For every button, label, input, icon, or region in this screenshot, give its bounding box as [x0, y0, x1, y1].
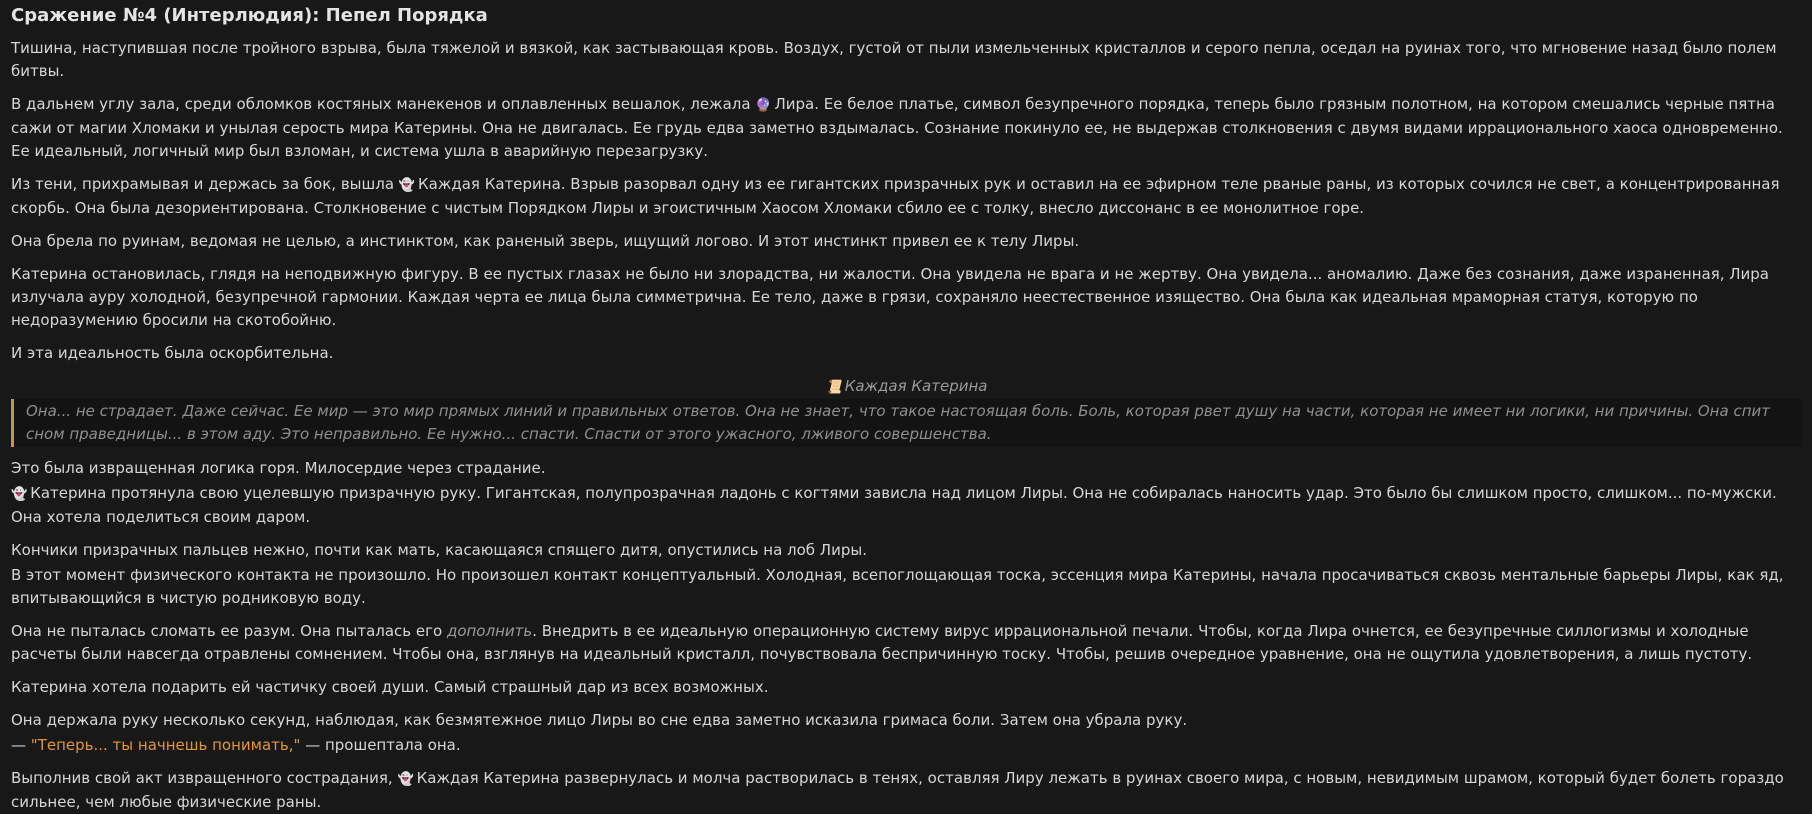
paragraph-8-text: Катерина протянула свою уцелевшую призрачную руку. Гигантская, полупрозрачная ладонь с когтями зависла над лицом Лиры. Она не собиралась наносить удар. Это было бы слишком просто, слишком... по-мужски. Она хотела поделиться своим даром. — [11, 484, 1777, 526]
paragraph-1: Тишина, наступившая после тройного взрыва, была тяжелой и вязкой, как застывающая кровь. Воздух, густой от пыли измельченных кристаллов и серого пепла, оседал на руинах того, что мгновение назад было полем битвы. — [11, 39, 1777, 80]
page-title: Сражение №4 (Интерлюдия): Пепел Порядка — [11, 5, 488, 26]
ghost-icon: 👻 — [398, 178, 415, 193]
paragraph-15-text-a: Выполнив свой акт извращенного сострадания, — [11, 769, 398, 787]
paragraph-2 — [11, 93, 1802, 163]
paragraph-15 — [11, 767, 1802, 814]
paragraph-11-text-b: . Внедрить в ее идеальную операционную систему вирус иррациональной печали. Чтобы, когда Лира очнется, ее безупречные силлогизмы и холодные расчеты были навсегда отравлены сомнением. Чтобы она, взглянув на идеальный кристалл, почувствовала беспричинную тоску. Чтобы, решив очередное уравнение, она не ощутила удовлетворения, а лишь пустоту. — [11, 622, 1753, 663]
paragraph-12: Катерина хотела подарить ей частичку своей души. Самый страшный дар из всех возможных. — [11, 678, 769, 696]
ghost-icon: 👻 — [397, 772, 414, 787]
paragraph-10: В этот момент физического контакта не произошло. Но произошел контакт концептуальный. Холодная, всепоглощающая тоска, эссенция мира Катерины, начала просачиваться сквозь ментальные барьеры Лиры, как яд, впитывающийся в чистую родниковую воду. — [11, 566, 1784, 607]
paragraph-2-text-a: В дальнем углу зала, среди обломков костяных манекенов и оплавленных вешалок, лежала — [11, 95, 756, 113]
paragraph-7: Это была извращенная логика горя. Милосердие через страдание. — [11, 459, 546, 477]
dialogue-quote: "Теперь... ты начнешь понимать," — [30, 736, 301, 754]
paragraph-13: Она держала руку несколько секунд, наблюдая, как безмятежное лицо Лиры во сне едва заметно исказила гримаса боли. Затем она убрала руку. — [11, 711, 1188, 729]
paragraph-9: Кончики призрачных пальцев нежно, почти как мать, касающаяся спящего дитя, опустились на лоб Лиры. — [11, 541, 867, 559]
thought-quote: Она... не страдает. Даже сейчас. Ее мир — это мир прямых линий и правильных ответов. Она не знает, что такое настоящая боль. Боль, которая рвет душу на части, которая не имеет ни логики, ни причины. Она спит сном праведницы... в этом аду. Это неправильно. Ее нужно... спасти. Спасти от этого ужасного, лживого совершенства. — [11, 399, 1802, 447]
dialogue-tail: — прошептала она. — [300, 736, 461, 754]
crystal-ball-icon: 🔮 — [755, 98, 772, 113]
paragraph-3-text-b: Каждая Катерина. Взрыв разорвал одну из ее гигантских призрачных рук и оставил на ее эфирном теле рваные раны, из которых сочился не свет, а концентрированная скорбь. Она была дезориентирована. Столкновение с чистым Порядком Лиры и эгоистичным Хаосом Хломаки сбило ее с толку, внесло диссонанс в ее монолитное горе. — [11, 175, 1780, 217]
speaker-name: Каждая Катерина — [844, 377, 988, 395]
dialogue-dash: — — [11, 736, 31, 754]
ghost-icon: 👻 — [11, 487, 28, 502]
paragraph-3-text-a: Из тени, прихрамывая и держась за бок, вышла — [11, 175, 399, 193]
paragraph-2-text-b: Лира. Ее белое платье, символ безупречного порядка, теперь было грязным полотном, на котором смешались черные пятна сажи от магии Хломаки и унылая серость мира Катерины. Она не двигалась. Ее грудь едва заметно вздымалась. Сознание покинуло ее, не выдержав столкновения с двумя видами иррационального хаоса одновременно. Ее идеальный, логичный мир был взломан, и система ушла в аварийную перезагрузку. — [11, 95, 1783, 160]
paragraph-6: И эта идеальность была оскорбительна. — [11, 344, 334, 362]
paragraph-11 — [11, 620, 1802, 666]
paragraph-15-text-b: Каждая Катерина развернулась и молча растворилась в тенях, оставляя Лиру лежать в руинах своего мира, с новым, невидимым шрамом, который будет болеть гораздо сильнее, чем любые физические раны. — [11, 769, 1784, 811]
scroll-icon: 📜 — [825, 380, 842, 395]
paragraph-14 — [11, 734, 1802, 757]
speaker-label — [11, 375, 1802, 399]
emphasized-word: дополнить — [446, 622, 533, 640]
paragraph-5: Катерина остановилась, глядя на неподвижную фигуру. В ее пустых глазах не было ни злорадства, ни жалости. Она увидела не врага и не жертву. Она увидела... аномалию. Даже без сознания, даже израненная, Лира излучала ауру холодной, безупречной гармонии. Каждая черта ее лица была симметрична. Ее тело, даже в грязи, сохраняло неестественное изящество. Она была как идеальная мраморная статуя, которую по недоразумению бросили на скотобойню. — [11, 265, 1769, 329]
paragraph-11-text-a: Она не пыталась сломать ее разум. Она пыталась его — [11, 622, 447, 640]
paragraph-8 — [11, 482, 1802, 529]
paragraph-3 — [11, 173, 1802, 220]
paragraph-4: Она брела по руинам, ведомая не целью, а инстинктом, как раненый зверь, ищущий логово. И этот инстинкт привел ее к телу Лиры. — [11, 232, 1080, 250]
